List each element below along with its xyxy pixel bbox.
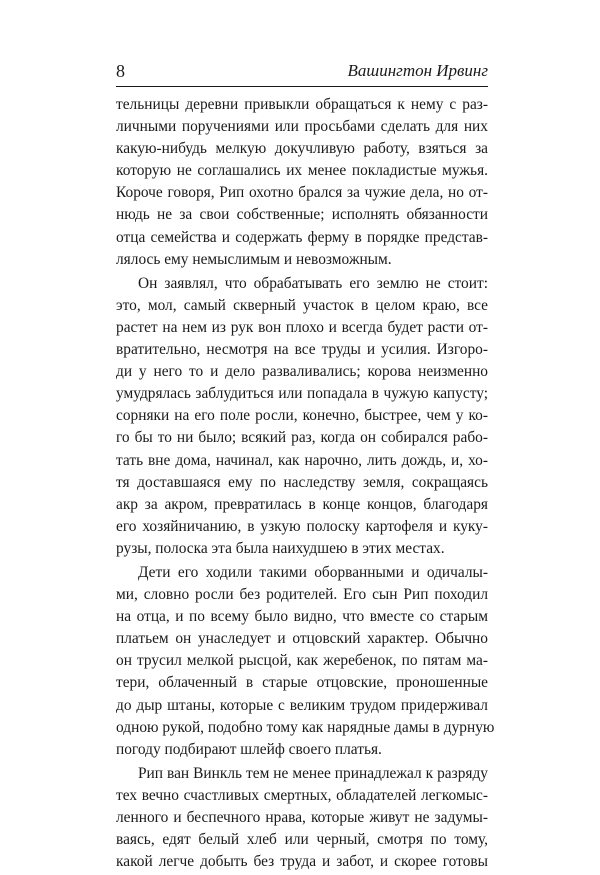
text-line: Рип ван Винкль тем не менее принадлежал к разряду [138,764,488,782]
text-line: акр за акром, превратилась в конце концов, благодаря [116,495,488,513]
text-line: до дыр штаны, которые с великим трудом придерживал [116,696,488,714]
text-line: какой легче добыть без труда и забот, и скорее готовы [116,853,488,871]
text-line: го бы то ни было; всякий раз, когда он собирался рабо- [116,429,488,447]
text-line: умудрялась заблудиться или попадала в чужую капусту; [116,385,488,403]
text-line: он трусил мелкой рысцой, как жеребенок, по пятам ма- [116,652,488,670]
text-line: личными поручениями или просьбами сделать для них [116,118,488,136]
text-line: Он заявлял, что обрабатывать его землю не стоит: [138,274,488,292]
text-line: тя доставшаяся ему по наследству земля, сокращаясь [116,473,488,491]
paragraph-4 [116,763,488,873]
paragraph-1 [116,94,488,271]
text-line: которую не соглашались их менее покладистые мужья. [116,162,488,180]
text-line: погоду подбирают шлейф своего платья. [116,740,382,758]
text-line: растет на нем из рук вон плохо и всегда будет расти от- [116,318,488,336]
text-line: лялось ему немыслимым и невозможным. [116,250,392,268]
text-line: нюдь не за свои собственные; исполнять обязанности [116,206,488,224]
text-body [116,94,495,875]
paragraph-3 [116,562,495,761]
text-line: тать вне дома, начинал, как нарочно, лить дождь, и, хо- [116,451,488,469]
text-line: ди у него то и дело разваливались; корова неизменно [116,363,488,381]
page-number: 8 [116,61,125,81]
text-line: платьем он унаследует и отцовский характер. Обычно [116,630,488,648]
paragraph-2 [116,273,488,560]
text-line: рузы, полоска эта была наихудшею в этих местах. [116,539,445,557]
text-line: какую-нибудь мелкую докучливую работу, взяться за [116,140,488,158]
page-header [116,60,488,84]
text-line: сорняки на его поле росли, конечно, быстрее, чем у ко- [116,407,488,425]
text-line: тех вечно счастливых смертных, обладателей легкомыс- [116,786,488,804]
text-line: вратительно, несмотря на все труды и усилия. Изгоро- [116,341,488,359]
text-line: Короче говоря, Рип охотно брался за чужие дела, но от- [116,184,488,202]
text-line: на отца, и по всему было видно, что вместе со старым [116,608,488,626]
text-line: одною рукой, подобно тому как нарядные дамы в дурную [116,718,495,736]
text-line: ленного и беспечного нрава, которые живут не задумы- [116,809,488,826]
text-line: отца семейства и содержать ферму в порядке представ- [116,228,488,246]
text-line: его хозяйничанию, в узкую полоску картофеля и куку- [116,517,488,535]
text-line: это, мол, самый скверный участок в целом краю, все [116,296,488,314]
running-head-author: Вашингтон Ирвинг [347,61,488,80]
text-line: тельницы деревни привыкли обращаться к нему с раз- [116,96,488,113]
text-line: тери, облаченный в старые отцовские, проношенные [116,674,488,692]
header-rule [116,86,488,87]
text-line: Дети его ходили такими оборванными и одичалы- [138,563,488,581]
text-line: ваясь, едят белый хлеб или черный, смотря по тому, [116,831,488,849]
text-line: ми, словно росли без родителей. Его сын Рип походил [116,586,488,604]
